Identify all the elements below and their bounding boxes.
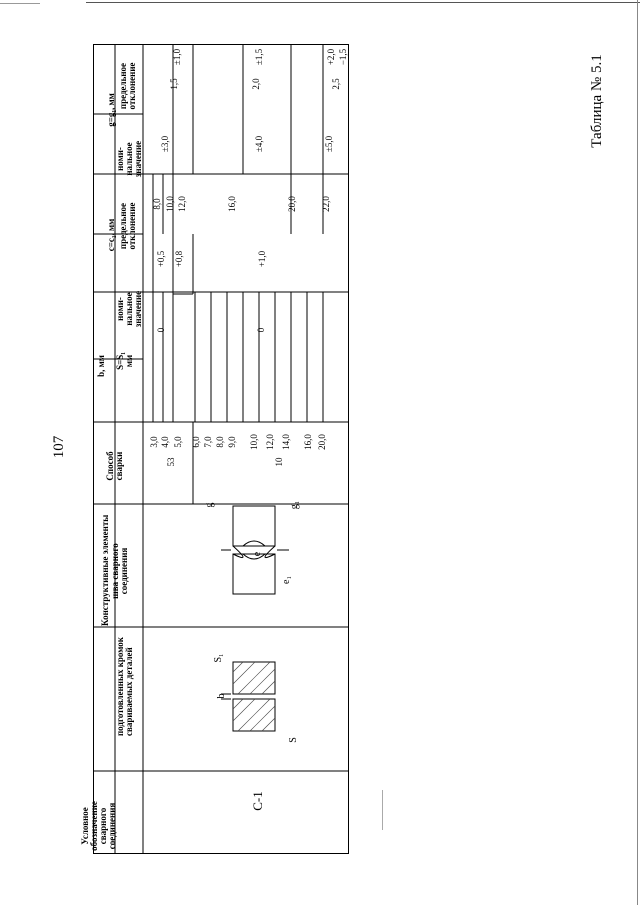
s-value: 10,0 bbox=[249, 434, 259, 450]
label-s: S bbox=[288, 737, 299, 743]
header-thickness: S=S₁ мм bbox=[115, 352, 134, 370]
margin-mark bbox=[382, 790, 383, 830]
header-g-group: g=g₁, мм bbox=[106, 93, 116, 127]
method-53: 53 bbox=[166, 457, 176, 467]
s-value: 5,0 bbox=[173, 436, 183, 448]
s-value: 16,0 bbox=[303, 434, 313, 450]
weld-table bbox=[80, 44, 349, 854]
b-nominal: 0 bbox=[256, 327, 266, 333]
b-deviation: +0,8 bbox=[174, 250, 184, 268]
header-b-deviation: предельное отклонение bbox=[118, 202, 137, 250]
g-nominal: 1,5 bbox=[169, 78, 179, 90]
s-value: 3,0 bbox=[149, 436, 159, 448]
s-value: 20,0 bbox=[317, 434, 327, 450]
header-designation: Условное обозначение сварного соединения bbox=[80, 801, 117, 851]
header-weld-seam: шва сварного соединения bbox=[110, 543, 129, 599]
page-number: 107 bbox=[51, 435, 67, 459]
header-b-nominal: номи- нальное значение bbox=[115, 290, 143, 328]
label-s1: S₁ bbox=[213, 653, 224, 663]
g-deviation: ±1,0 bbox=[172, 48, 182, 66]
top-rule bbox=[86, 2, 640, 3]
prepared-edges-drawing bbox=[221, 662, 275, 731]
label-b: b bbox=[216, 693, 227, 699]
c-nominal: 16,0 bbox=[227, 196, 237, 212]
c-nominal: 8,0 bbox=[152, 198, 162, 210]
c-nominal: 12,0 bbox=[177, 196, 187, 212]
s-value: 4,0 bbox=[160, 436, 170, 448]
b-deviation: +0,5 bbox=[156, 250, 166, 268]
label-e: e bbox=[252, 551, 263, 557]
designation-value: С-1 bbox=[250, 791, 265, 811]
c-deviation: ±4,0 bbox=[254, 135, 264, 153]
c-deviation: ±3,0 bbox=[160, 135, 170, 153]
g-nominal: 2,5 bbox=[331, 78, 341, 90]
s-value: 7,0 bbox=[203, 436, 213, 448]
b-deviation: +1,0 bbox=[257, 250, 267, 268]
header-b-group: b, мм bbox=[96, 355, 106, 377]
s-value: 9,0 bbox=[227, 436, 237, 448]
table-caption: Таблица № 5.1 bbox=[589, 54, 605, 148]
header-c-nominal: номи- нальное значение bbox=[115, 140, 143, 178]
header-c-deviation: предельное отклонение bbox=[118, 62, 137, 110]
header-c-group: c=c₁, мм bbox=[106, 218, 116, 252]
header-method: Способ сварки bbox=[105, 451, 124, 481]
b-nominal: 0 bbox=[156, 327, 166, 333]
top-rule-left bbox=[0, 3, 40, 4]
header-elements-group: Конструктивные элементы bbox=[100, 514, 110, 626]
header-prepared-edges: подготовленных кромок свариваемых деталей bbox=[115, 637, 134, 736]
method-10: 10 bbox=[274, 457, 284, 467]
s-value: 6,0 bbox=[191, 436, 201, 448]
label-e1: e₁ bbox=[281, 576, 292, 584]
c-deviation: ±5,0 bbox=[324, 135, 334, 153]
right-edge-line bbox=[637, 0, 638, 905]
c-nominal: 20,0 bbox=[287, 196, 297, 212]
s-value: 12,0 bbox=[265, 434, 275, 450]
g-deviation: −1,5 bbox=[338, 48, 348, 66]
s-value: 14,0 bbox=[281, 434, 291, 450]
label-g: g bbox=[204, 502, 215, 508]
g-nominal: 2,0 bbox=[251, 78, 261, 90]
s-value: 8,0 bbox=[215, 436, 225, 448]
g-deviation: ±1,5 bbox=[254, 48, 264, 66]
g-deviation: +2,0 bbox=[326, 48, 336, 66]
c-nominal: 10,0 bbox=[165, 196, 175, 212]
c-nominal: 22,0 bbox=[321, 196, 331, 212]
label-g1: g₁ bbox=[289, 500, 300, 510]
